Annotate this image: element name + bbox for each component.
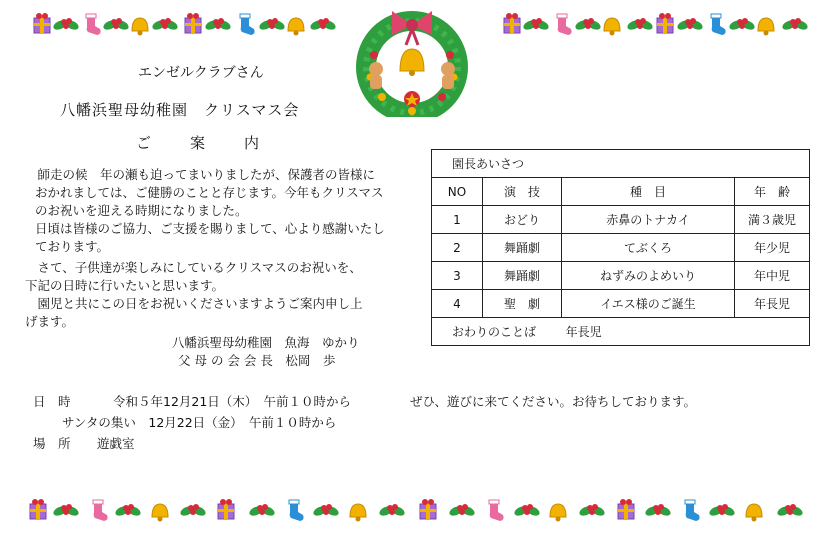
- closing-by: 年長児: [565, 325, 602, 339]
- table-row: [432, 290, 810, 318]
- row-type: 聖 劇: [483, 290, 562, 318]
- club-name: エンゼルクラブさん: [138, 65, 264, 81]
- letter-line: さて、子供達が楽しみにしているクリスマスのお祝いを、: [25, 260, 362, 275]
- notice-title-char-1: ご: [136, 134, 152, 152]
- row-title: イエス様のご誕生: [562, 290, 735, 318]
- notice-title-char-2: 案: [190, 134, 206, 152]
- letter-line: げます。: [25, 314, 75, 329]
- row-title: 赤鼻のトナカイ: [562, 206, 735, 234]
- place-value: 遊戯室: [97, 436, 135, 451]
- closing-label: おわりのことば: [452, 325, 537, 339]
- table-row: [432, 262, 810, 290]
- letter-line: おかれましては、ご健勝のことと存じます。今年もクリスマス: [35, 185, 384, 200]
- closing-cell: [432, 318, 810, 346]
- date-label: 日 時: [33, 394, 71, 409]
- row-age: 年少児: [735, 234, 810, 262]
- row-type: 舞踊劇: [483, 262, 562, 290]
- row-no: 3: [432, 262, 483, 290]
- bottom-decoration-border: [0, 493, 825, 529]
- row-no: 1: [432, 206, 483, 234]
- program-table: [431, 149, 810, 346]
- header-no: NO: [432, 178, 483, 206]
- signature-pta-chair: 父 母 の 会 会 長 松岡 歩: [178, 353, 336, 368]
- row-type: 舞踊劇: [483, 234, 562, 262]
- header-age: 年 齢: [735, 178, 810, 206]
- letter-line: 下記の日時に行いたいと思います。: [25, 278, 225, 293]
- table-row: [432, 234, 810, 262]
- event-title: 八幡浜聖母幼稚園 クリスマス会: [60, 101, 300, 119]
- santa-event: サンタの集い 12月22日（金） 午前１０時から: [62, 415, 337, 430]
- header-type: 演 技: [483, 178, 562, 206]
- invitation-message: ぜひ、遊びに来てください。お待ちしております。: [410, 394, 697, 409]
- row-age: 年長児: [735, 290, 810, 318]
- table-row: [432, 206, 810, 234]
- signature-principal: 八幡浜聖母幼稚園 魚海 ゆかり: [172, 335, 360, 350]
- row-title: ねずみのよめいり: [562, 262, 735, 290]
- letter-line: ております。: [35, 239, 110, 254]
- letter-line: のお祝いを迎える時期になりました。: [35, 203, 248, 218]
- holly-gift-pattern: [0, 493, 825, 529]
- program-header-row: [432, 178, 810, 206]
- row-title: てぶくろ: [562, 234, 735, 262]
- row-no: 4: [432, 290, 483, 318]
- notice-title-char-3: 内: [244, 134, 260, 152]
- letter-line: 師走の候 年の瀬も迫ってまいりましたが、保護者の皆様に: [25, 167, 376, 182]
- letter-line: 園児と共にこの日をお祝いくださいますようご案内申し上: [25, 296, 363, 311]
- place-label: 場 所: [33, 436, 71, 451]
- opening-cell: 園長あいさつ: [432, 150, 810, 178]
- program-opening-row: [432, 150, 810, 178]
- date-value: 令和５年12月21日（木） 午前１０時から: [113, 394, 352, 409]
- letter-line: 日頃は皆様のご協力、ご支援を賜りまして、心より感謝いたし: [35, 221, 385, 236]
- christmas-wreath-illustration: [352, 5, 472, 117]
- row-no: 2: [432, 234, 483, 262]
- header-title: 種 目: [562, 178, 735, 206]
- row-age: 年中児: [735, 262, 810, 290]
- row-type: おどり: [483, 206, 562, 234]
- program-closing-row: [432, 318, 810, 346]
- row-age: 満３歳児: [735, 206, 810, 234]
